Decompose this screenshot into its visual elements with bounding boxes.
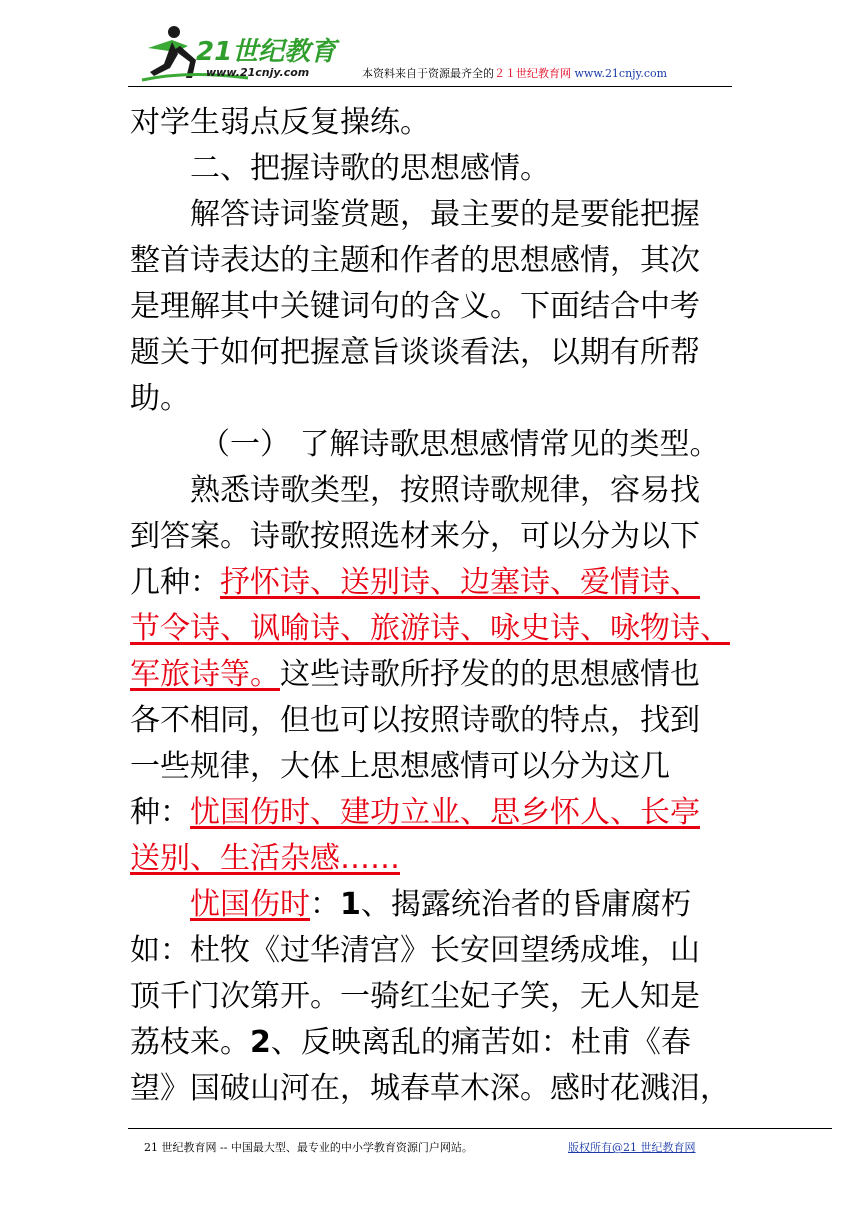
site-logo bbox=[128, 20, 358, 84]
text-span: 几种： bbox=[130, 565, 220, 600]
footer-copyright-link[interactable]: 版权所有@21 世纪教育网 bbox=[568, 1141, 696, 1154]
header-note-site: ２１世纪教育网 bbox=[494, 67, 571, 80]
subsection-heading: （一） 了解诗歌思想感情常见的类型。 bbox=[200, 427, 720, 462]
text-line bbox=[130, 560, 750, 606]
text-line: 整首诗表达的主题和作者的思想感情，其次 bbox=[130, 243, 700, 278]
text-line bbox=[130, 652, 750, 698]
section-heading: 二、把握诗歌的思想感情。 bbox=[190, 151, 550, 186]
text-line: 如：杜牧《过华清宫》长安回望绣成堆，山 bbox=[130, 933, 700, 968]
highlight-span: 忧国伤时、建功立业、思乡怀人、长亭 bbox=[190, 795, 700, 830]
highlight-span: 送别、生活杂感…… bbox=[130, 841, 400, 876]
logo-url: www.21cnjy.com bbox=[206, 66, 310, 79]
highlight-span: 节令诗、讽喻诗、旅游诗、咏史诗、咏物诗、 bbox=[130, 611, 730, 646]
header-note-prefix: 本资料来自于资源最齐全的 bbox=[362, 67, 494, 80]
text-line: 一些规律，大体上思想感情可以分为这几 bbox=[130, 749, 670, 784]
text-span: 种： bbox=[130, 795, 190, 830]
text-span: 、反映离乱的痛苦如：杜甫《春 bbox=[270, 1025, 691, 1060]
bold-number: 2 bbox=[250, 1025, 271, 1060]
text-line: 熟悉诗歌类型，按照诗歌规律，容易找 bbox=[190, 473, 700, 508]
bold-number: 1 bbox=[340, 887, 361, 922]
footer-text: 21 世纪教育网 -- 中国最大型、最专业的中小学教育资源门户网站。 bbox=[144, 1141, 473, 1154]
highlight-span: 抒怀诗、送别诗、边塞诗、爱情诗、 bbox=[220, 565, 700, 600]
highlight-span: 军旅诗等。 bbox=[130, 657, 280, 692]
logo-text: 21世纪教育 bbox=[196, 37, 337, 67]
text-line: 望》国破山河在，城春草木深。感时花溅泪， bbox=[130, 1071, 730, 1106]
text-line: 解答诗词鉴赏题，最主要的是要能把握 bbox=[190, 197, 700, 232]
page-footer bbox=[128, 1128, 832, 1154]
text-line bbox=[130, 790, 750, 836]
text-line bbox=[130, 836, 750, 882]
text-span: ： bbox=[310, 887, 340, 922]
text-line: 各不相同，但也可以按照诗歌的特点，找到 bbox=[130, 703, 700, 738]
text-line: 顶千门次第开。一骑红尘妃子笑，无人知是 bbox=[130, 979, 700, 1014]
text-line: 助。 bbox=[130, 381, 190, 416]
page-header bbox=[128, 20, 732, 87]
text-line bbox=[130, 882, 750, 928]
text-line bbox=[130, 1020, 750, 1066]
text-line: 到答案。诗歌按照选材来分，可以分为以下 bbox=[130, 519, 700, 554]
text-span: 、揭露统治者的昏庸腐朽 bbox=[360, 887, 691, 922]
text-line: 题关于如何把握意旨谈谈看法，以期有所帮 bbox=[130, 335, 700, 370]
text-line: 是理解其中关键词句的含义。下面结合中考 bbox=[130, 289, 700, 324]
text-line bbox=[130, 606, 750, 652]
text-line: 对学生弱点反复操练。 bbox=[130, 105, 430, 140]
text-span: 荔枝来。 bbox=[130, 1025, 250, 1060]
header-note-url[interactable]: www.21cnjy.com bbox=[574, 67, 668, 80]
highlight-span: 忧国伤时 bbox=[190, 887, 310, 922]
header-note bbox=[362, 65, 667, 81]
document-body bbox=[130, 100, 750, 1112]
text-span: 这些诗歌所抒发的的思想感情也 bbox=[280, 657, 700, 692]
